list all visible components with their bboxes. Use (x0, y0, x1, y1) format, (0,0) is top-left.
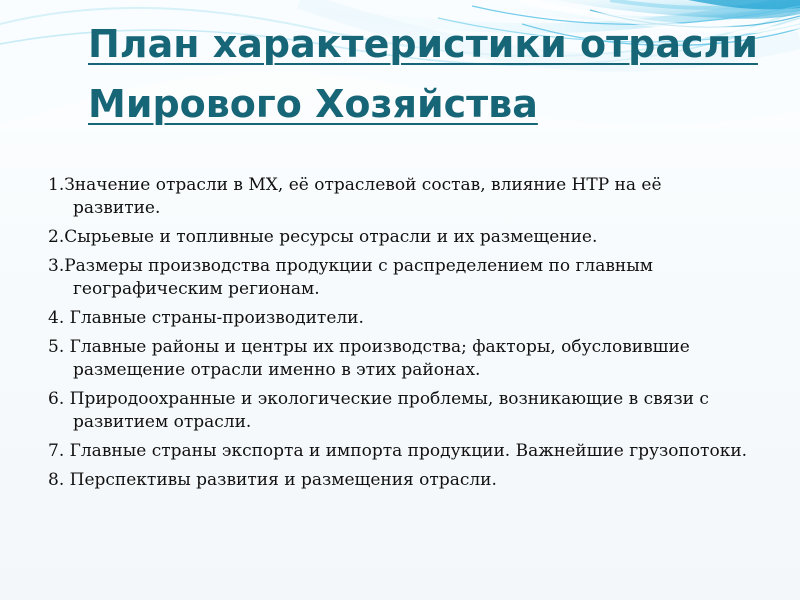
list-item: 8. Перспективы развития и размещения отрасли. (48, 470, 497, 490)
page-title (88, 14, 778, 134)
list-item: 2.Сырьевые и топливные ресурсы отрасли и их размещение. (48, 227, 598, 247)
list-item: 5. Главные районы и центры их производства; факторы, обусловившие размещение отрасли именно в этих районах. (48, 337, 690, 380)
content-list (48, 174, 748, 492)
list-item: 3.Размеры производства продукции с распределением по главным географическим регионам. (48, 256, 654, 299)
plan-list (48, 174, 748, 492)
page-title-text: План характеристики отрасли Мирового Хозяйства (88, 22, 758, 126)
list-item: 6. Природоохранные и экологические проблемы, возникающие в связи с развитием отрасли. (48, 389, 709, 432)
list-item: 4. Главные страны-производители. (48, 308, 364, 328)
list-item: 1.Значение отрасли в МХ, её отраслевой состав, влияние НТР на её развитие. (48, 175, 662, 218)
list-item: 7. Главные страны экспорта и импорта продукции. Важнейшие грузопотоки. (48, 441, 748, 461)
